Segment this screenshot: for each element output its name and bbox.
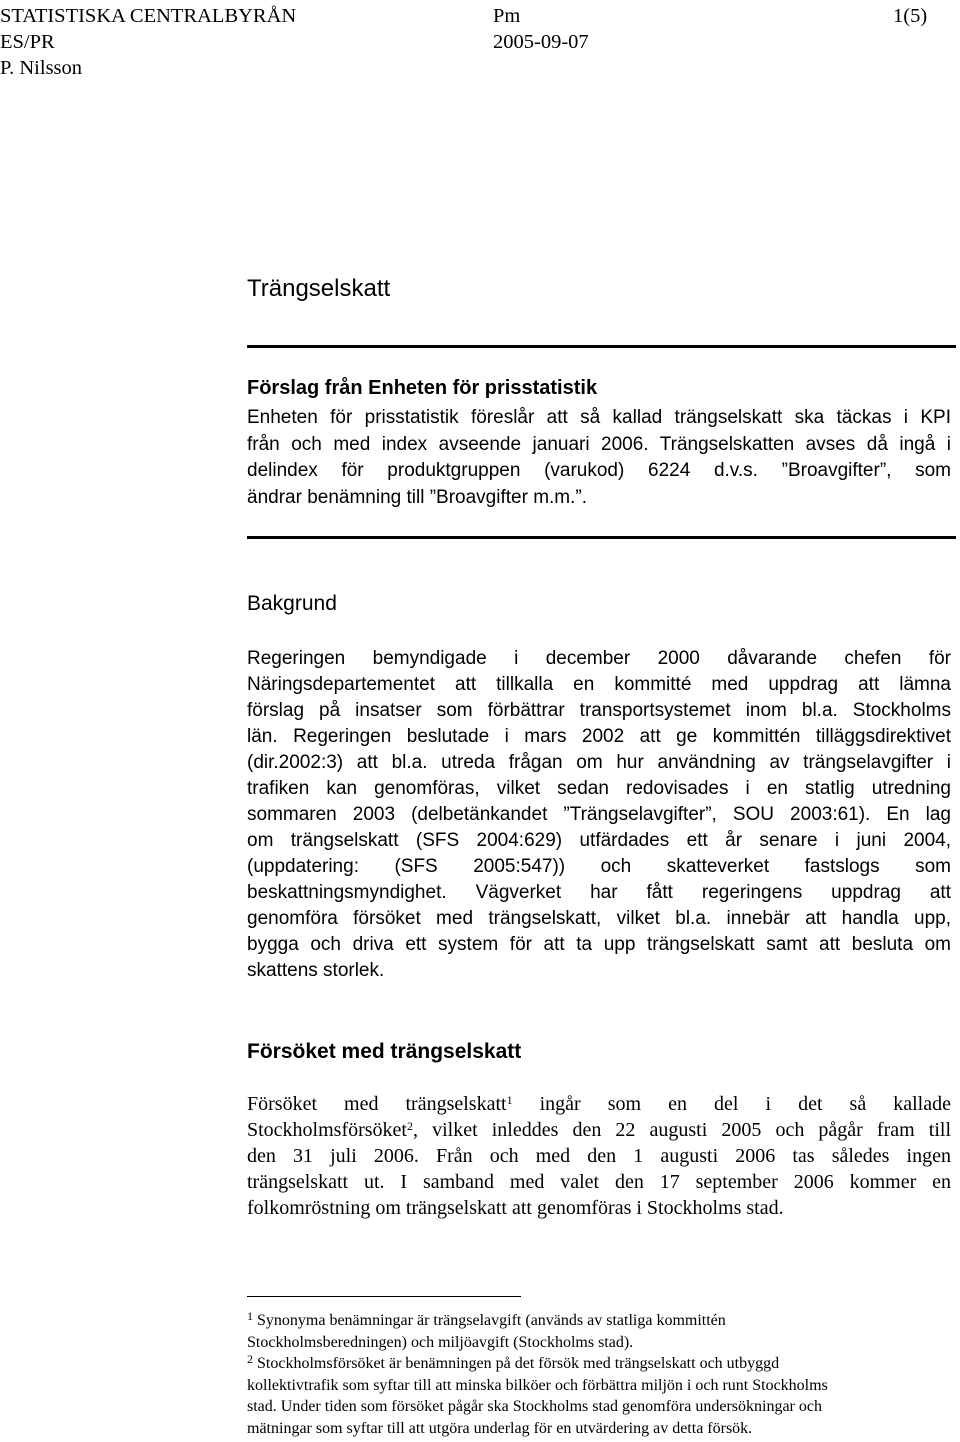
background-heading: Bakgrund: [247, 592, 337, 615]
footnote-2: [247, 1353, 951, 1375]
author: P. Nilsson: [0, 57, 83, 79]
proposal-heading: Förslag från Enheten för prisstatistik: [247, 377, 598, 399]
footnote-text: Stockholmsförsöket är benämningen på det försök med trängselskatt och utbyggd: [253, 1355, 780, 1372]
trial-line: folkomröstning om trängselskatt att genomföras i Stockholms stad.: [247, 1197, 784, 1219]
trial-line-text: Försöket med trängselskatt: [247, 1093, 507, 1115]
unit-code: ES/PR: [0, 31, 55, 53]
proposal-line: delindex för produktgruppen (varukod) 6224 d.v.s. ”Broavgifter”, som: [247, 460, 951, 481]
footnote-text: Stockholmsberedningen) och miljöavgift (Stockholms stad).: [247, 1333, 634, 1351]
doc-date: 2005-09-07: [493, 31, 589, 53]
footnote-text: Synonyma benämningar är trängselavgift (används av statliga kommittén: [253, 1312, 726, 1329]
title-rule: [247, 345, 956, 348]
trial-line: den 31 juli 2006. Från och med den 1 augusti 2006 tas således ingen: [247, 1145, 951, 1167]
trial-line: [247, 1117, 951, 1143]
background-line: om trängselskatt (SFS 2004:629) utfärdades ett år senare i juni 2004,: [247, 830, 951, 851]
footnotes: [247, 1310, 951, 1439]
background-line: län. Regeringen beslutade i mars 2002 att ge kommittén tilläggsdirektivet: [247, 726, 951, 747]
trial-line-text: ingår som en del i det så kallade: [512, 1093, 951, 1115]
footnote-2-number: 2: [247, 1352, 253, 1366]
background-line: (uppdatering: (SFS 2005:547)) och skatteverket fastslogs som: [247, 856, 951, 877]
doc-type: Pm: [493, 5, 521, 27]
trial-line-text: , vilket inleddes den 22 augusti 2005 och pågår fram till: [413, 1119, 951, 1141]
proposal-line: från och med index avseende januari 2006. Trängselskatten avses då ingå i: [247, 433, 951, 455]
footnote-text: kollektivtrafik som syftar till att minska bilköer och förbättra miljön i och runt Stockholms: [247, 1376, 828, 1394]
background-line: Näringsdepartementet att tillkalla en kommitté med uppdrag att lämna: [247, 674, 951, 695]
background-line: skattens storlek.: [247, 960, 385, 981]
trial-line: trängselskatt ut. I samband med valet den 17 september 2006 kommer en: [247, 1171, 951, 1193]
footnote-ref-2[interactable]: 2: [407, 1119, 413, 1133]
footnote-ref-1[interactable]: 1: [506, 1093, 513, 1107]
background-line: trafiken kan genomföras, vilket sedan redovisades i en statlig utredning: [247, 778, 951, 799]
page-number: 1(5): [893, 5, 928, 27]
proposal-line: Enheten för prisstatistik föreslår att så kallad trängselskatt ska täckas i KPI: [247, 407, 951, 428]
org-name: STATISTISKA CENTRALBYRÅN: [0, 5, 297, 27]
trial-paragraph: [247, 1091, 951, 1221]
section-rule: [247, 536, 956, 539]
background-line: bygga och driva ett system för att ta upp trängselskatt samt att besluta om: [247, 934, 951, 955]
trial-heading: Försöket med trängselskatt: [247, 1040, 522, 1063]
background-line: genomföra försöket med trängselskatt, vilket bl.a. innebär att handla upp,: [247, 908, 951, 929]
proposal-line: ändrar benämning till ”Broavgifter m.m.”.: [247, 486, 588, 508]
footnote-1-number: 1: [247, 1309, 253, 1323]
trial-line: [247, 1091, 951, 1117]
trial-line-text: Stockholmsförsöket: [247, 1119, 407, 1141]
proposal-paragraph: [247, 405, 951, 511]
background-line: sommaren 2003 (delbetänkandet ”Trängselavgifter”, SOU 2003:61). En lag: [247, 804, 951, 825]
background-paragraph: [247, 646, 951, 984]
page-title: Trängselskatt: [247, 275, 391, 302]
footnote-separator: [247, 1296, 521, 1297]
footnote-text: stad. Under tiden som försöket pågår ska Stockholms stad genomföra undersökningar och: [247, 1398, 822, 1415]
background-line: Regeringen bemyndigade i december 2000 dåvarande chefen för: [247, 648, 951, 669]
background-line: förslag på insatser som förbättrar transportsystemet inom bl.a. Stockholms: [247, 700, 951, 721]
background-line: (dir.2002:3) att bl.a. utreda frågan om hur användning av trängselavgifter i: [247, 752, 951, 773]
footnote-1: [247, 1310, 951, 1332]
background-line: beskattningsmyndighet. Vägverket har fått regeringens uppdrag att: [247, 882, 951, 903]
footnote-text: mätningar som syftar till att utgöra underlag för en utvärdering av detta försök.: [247, 1419, 753, 1437]
